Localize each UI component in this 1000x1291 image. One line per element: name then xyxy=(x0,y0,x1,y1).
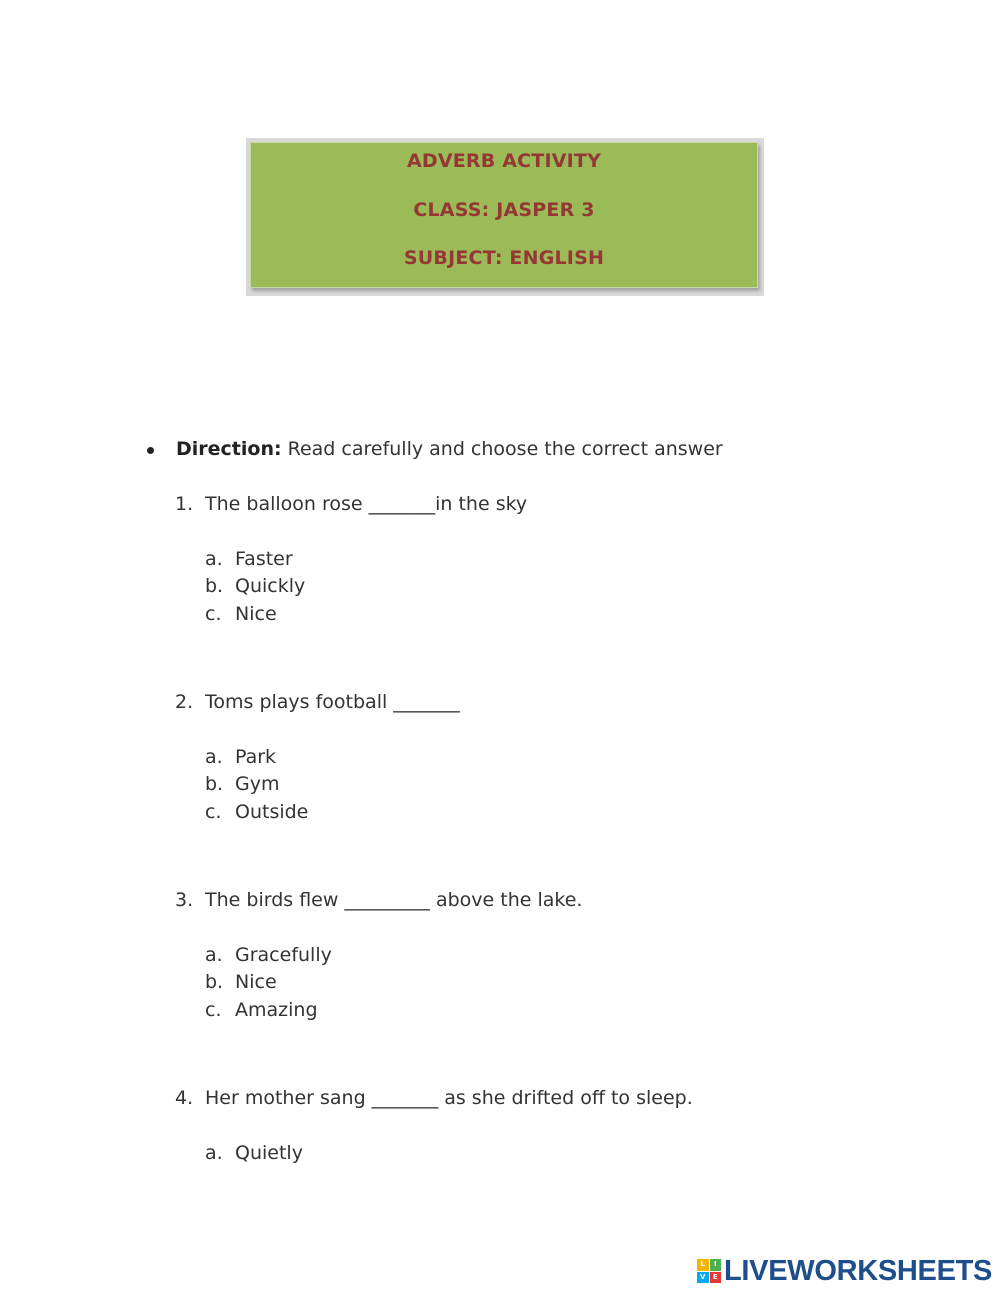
question-text: The birds flew _________ above the lake. xyxy=(205,889,583,911)
option-letter: b. xyxy=(205,971,224,993)
option-letter: b. xyxy=(205,575,224,597)
direction xyxy=(176,438,723,460)
option-text[interactable]: Nice xyxy=(235,971,277,993)
option-text[interactable]: Nice xyxy=(235,603,277,625)
question-text: Her mother sang _______ as she drifted off to sleep. xyxy=(205,1087,693,1109)
option-text[interactable]: Park xyxy=(235,746,277,768)
option-text[interactable]: Quietly xyxy=(235,1142,303,1164)
question-number: 4. xyxy=(175,1087,194,1109)
class-line: CLASS: JASPER 3 xyxy=(413,199,595,221)
question-number: 3. xyxy=(175,889,194,911)
option-letter: a. xyxy=(205,746,223,768)
option-letter: c. xyxy=(205,603,222,625)
activity-title: ADVERB ACTIVITY xyxy=(406,150,602,172)
option-text[interactable]: Quickly xyxy=(235,575,306,597)
option-text[interactable]: Gracefully xyxy=(235,944,332,966)
option-letter: a. xyxy=(205,548,223,570)
question-text: The balloon rose _______in the sky xyxy=(205,493,528,515)
liveworksheets-logo[interactable] xyxy=(697,1255,993,1287)
question-number: 2. xyxy=(175,691,194,713)
option-text[interactable]: Outside xyxy=(235,801,309,823)
subject-line: SUBJECT: ENGLISH xyxy=(403,247,605,269)
option-text[interactable]: Gym xyxy=(235,773,280,795)
option-letter: b. xyxy=(205,773,224,795)
option-letter: a. xyxy=(205,1142,223,1164)
header-box xyxy=(250,142,758,288)
option-letter: c. xyxy=(205,999,222,1021)
logo-mark-icon: L I V E xyxy=(697,1259,721,1283)
option-text[interactable]: Amazing xyxy=(235,999,318,1021)
logo-text: LIVEWORKSHEETS xyxy=(724,1255,993,1287)
question-text: Toms plays football _______ xyxy=(205,691,460,713)
direction-text: Read carefully and choose the correct answer xyxy=(281,438,723,460)
option-text[interactable]: Faster xyxy=(235,548,293,570)
direction-label: Direction: xyxy=(176,438,282,460)
option-letter: a. xyxy=(205,944,223,966)
bullet-icon xyxy=(147,447,154,454)
option-letter: c. xyxy=(205,801,222,823)
question-number: 1. xyxy=(175,493,194,515)
